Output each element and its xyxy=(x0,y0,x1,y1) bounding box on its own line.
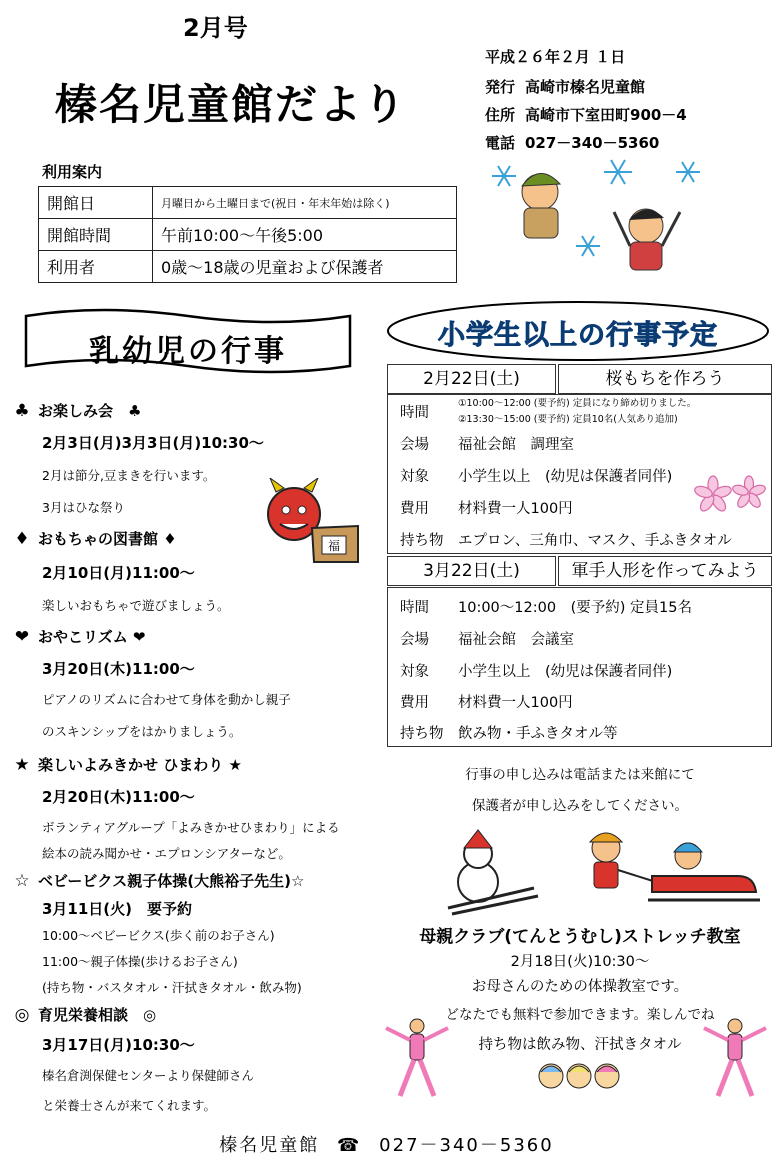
event-title-text: 楽しいよみきかせ ひまわり ★ xyxy=(38,756,242,774)
detail-row xyxy=(400,691,573,712)
detail-key: 会場 xyxy=(400,437,429,453)
event-title xyxy=(6,626,146,647)
footer-name: 榛名児童館 xyxy=(219,1135,320,1156)
guide-table xyxy=(38,186,457,283)
phone-label: 電話 xyxy=(485,134,516,152)
elementary-events-banner xyxy=(385,299,771,363)
event-title xyxy=(6,528,177,549)
elementary-banner-text: 小学生以上の行事予定 xyxy=(438,320,718,351)
event-detail: 2月は節分,豆まきを行います。 xyxy=(42,468,216,483)
mothers-club-line: どなたでも無料で参加できます。楽しんでね xyxy=(445,1007,715,1023)
heart-icon: ❤ xyxy=(14,627,30,647)
detail-key: 持ち物 xyxy=(400,533,444,549)
detail-value: 飲み物・手ふきタオル等 xyxy=(458,726,618,742)
event-detail: 楽しいおもちゃで遊びましょう。 xyxy=(42,598,230,613)
star-outline-icon: ☆ xyxy=(14,871,30,891)
infant-banner-text: 乳幼児の行事 xyxy=(89,334,287,369)
event-date: 2月20日(木)11:00～ xyxy=(42,788,195,806)
detail-value: 小学生以上 (幼児は保護者同伴) xyxy=(458,469,673,485)
guide-key: 開館日 xyxy=(39,187,153,219)
guide-key: 利用者 xyxy=(39,251,153,283)
detail-key: 対象 xyxy=(400,469,429,485)
detail-row xyxy=(400,529,732,550)
event-title xyxy=(6,870,304,891)
club-icon: ♣ xyxy=(14,401,30,421)
event-title xyxy=(6,1004,156,1025)
event-date-box: 2月22日(土) xyxy=(387,364,556,394)
issue-label: 2月号 xyxy=(183,14,248,42)
bullseye-icon: ◎ xyxy=(14,1005,30,1025)
detail-value: 10:00～12:00 (要予約) 定員15名 xyxy=(458,600,692,616)
detail-key: 時間 xyxy=(400,600,429,616)
address-line xyxy=(485,104,687,125)
star-icon: ★ xyxy=(14,755,30,775)
event-detail: のスキンシップをはかりましょう。 xyxy=(42,724,242,739)
publisher-label: 発行 xyxy=(485,78,516,96)
detail-key: 持ち物 xyxy=(400,726,444,742)
babies-icon xyxy=(537,1058,621,1094)
guide-row xyxy=(39,219,457,251)
event-detail: 榛名倉渕保健センターより保健師さん xyxy=(42,1068,255,1083)
phone-icon: ☎ xyxy=(337,1135,362,1156)
footer-phone: 027－340－5360 xyxy=(379,1135,554,1156)
diamond-icon: ♦ xyxy=(14,529,30,549)
mothers-club-line: 持ち物は飲み物、汗拭きタオル xyxy=(478,1037,682,1053)
detail-row xyxy=(400,722,618,743)
stretching-woman-left-icon xyxy=(382,1016,452,1100)
detail-value: 福祉会館 調理室 xyxy=(458,437,574,453)
event-detail: と栄養士さんが来てくれます。 xyxy=(42,1098,217,1113)
detail-row xyxy=(400,660,672,681)
detail-key: 時間 xyxy=(400,405,429,421)
event-detail: (持ち物・バスタオル・汗拭きタオル・飲み物) xyxy=(42,980,302,995)
event-detail: 11:00～親子体操(歩けるお子さん) xyxy=(42,954,238,969)
stretching-woman-right-icon xyxy=(700,1016,770,1100)
svg-text:福: 福 xyxy=(327,539,341,553)
event-title-text: おもちゃの図書館 ♦ xyxy=(38,530,177,548)
event-detail-box xyxy=(387,394,772,554)
event-detail: 絵本の読み聞かせ・エプロンシアターなど。 xyxy=(42,846,291,861)
event-date-box: 3月22日(土) xyxy=(387,556,556,586)
guide-row xyxy=(39,187,457,219)
detail-row xyxy=(400,433,574,454)
detail-row xyxy=(400,401,458,422)
guide-value: 午前10:00～午後5:00 xyxy=(153,219,457,251)
mothers-club-title: 母親クラブ(てんとうむし)ストレッチ教室 xyxy=(419,927,741,947)
mothers-club-line: お母さんのための体操教室です。 xyxy=(471,979,689,995)
phone-value: 027－340－5360 xyxy=(525,134,660,152)
oni-mask-illustration xyxy=(262,478,362,564)
mothers-club-line: 2月18日(火)10:30～ xyxy=(510,954,650,970)
detail-row xyxy=(400,596,692,617)
guide-value: 月曜日から土曜日まで(祝日・年末年始は除く) xyxy=(153,187,457,219)
event-title-box: 軍手人形を作ってみよう xyxy=(558,556,772,586)
detail-value: 材料費一人100円 xyxy=(458,695,573,711)
event-date: 2月3日(月)3月3日(月)10:30～ xyxy=(42,434,264,452)
detail-key: 対象 xyxy=(400,664,429,680)
notice-line: 保護者が申し込みをしてください。 xyxy=(472,798,688,814)
publish-date: 平成２６年２月 １日 xyxy=(485,48,626,66)
time-slot: ②13:30～15:00 (要予約) 定員10名(人気あり追加) xyxy=(458,414,678,425)
guide-row xyxy=(39,251,457,283)
newsletter-title: 榛名児童館だより xyxy=(55,80,408,129)
sakura-icon xyxy=(693,473,767,517)
time-slot: ①10:00～12:00 (要予約) 定員になり締め切りました。 xyxy=(458,398,697,409)
event-title-text: ベビービクス親子体操(大熊裕子先生)☆ xyxy=(38,872,305,890)
publisher-line xyxy=(485,76,645,97)
event-title xyxy=(6,754,242,775)
event-title-text: おやこリズム ❤ xyxy=(38,628,146,646)
event-title-text: 育児栄養相談 ◎ xyxy=(38,1006,157,1024)
detail-row xyxy=(400,497,573,518)
detail-value: エプロン、三角巾、マスク、手ふきタオル xyxy=(458,533,732,549)
guide-key: 開館時間 xyxy=(39,219,153,251)
event-date: 2月10日(月)11:00～ xyxy=(42,564,195,582)
detail-key: 費用 xyxy=(400,695,429,711)
detail-key: 費用 xyxy=(400,501,429,517)
footer xyxy=(0,1131,773,1157)
detail-row xyxy=(400,628,574,649)
notice-line: 行事の申し込みは電話または来館にて xyxy=(465,767,695,783)
event-detail: 3月はひな祭り xyxy=(42,500,125,515)
address-label: 住所 xyxy=(485,106,516,124)
event-detail: ボランティアグループ「よみきかせひまわり」による xyxy=(42,820,340,835)
event-date: 3月20日(木)11:00～ xyxy=(42,660,195,678)
event-title xyxy=(6,400,141,421)
event-detail: ピアノのリズムに合わせて身体を動かし親子 xyxy=(42,692,291,707)
guide-value: 0歳～18歳の児童および保護者 xyxy=(153,251,457,283)
event-date: 3月11日(火) 要予約 xyxy=(42,900,193,918)
detail-key: 会場 xyxy=(400,632,429,648)
event-title-text: お楽しみ会 ♣ xyxy=(38,402,142,420)
event-title-box: 桜もちを作ろう xyxy=(558,364,772,394)
event-detail: 10:00～ベビービクス(歩く前のお子さん) xyxy=(42,928,275,943)
winter-kids-illustration xyxy=(484,150,706,280)
event-date: 3月17日(月)10:30～ xyxy=(42,1036,195,1054)
detail-row xyxy=(400,465,672,486)
detail-value: 福祉会館 会議室 xyxy=(458,632,574,648)
detail-value: 材料費一人100円 xyxy=(458,501,573,517)
event-detail-box xyxy=(387,587,772,747)
publisher-value: 高崎市榛名児童館 xyxy=(525,78,646,96)
address-value: 高崎市下室田町900－4 xyxy=(525,106,687,124)
guide-heading: 利用案内 xyxy=(42,163,103,181)
snow-play-illustration xyxy=(438,826,768,918)
infant-events-banner xyxy=(22,306,354,378)
detail-value: 小学生以上 (幼児は保護者同伴) xyxy=(458,664,673,680)
